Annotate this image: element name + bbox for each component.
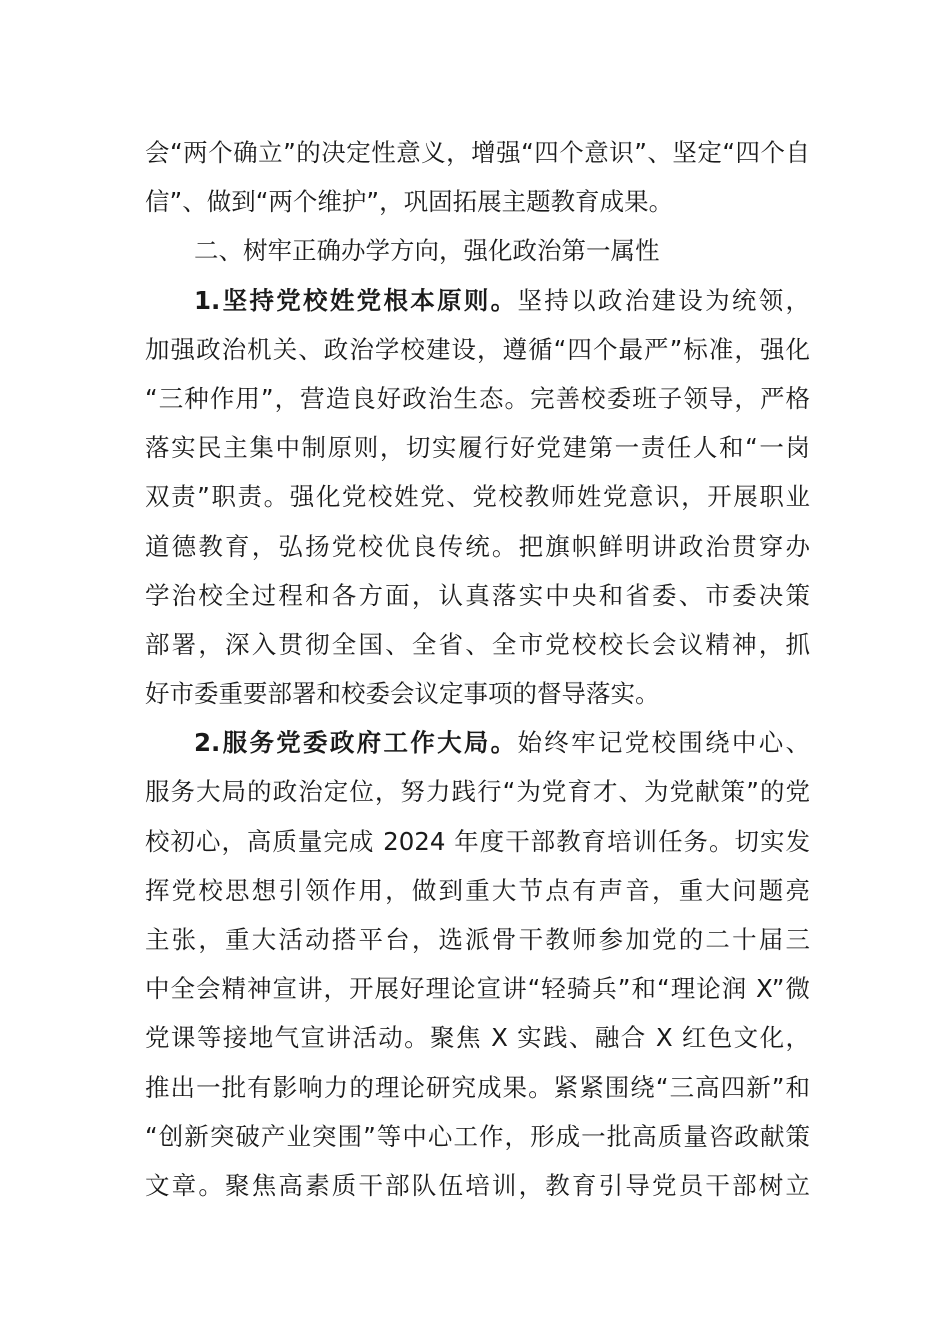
text-line: 道德教育，弘扬党校优良传统。把旗帜鲜明讲政治贯穿办 [145, 531, 810, 561]
paragraph-1 [145, 128, 810, 226]
text-line: 双责”职责。强化党校姓党、党校教师姓党意识，开展职业 [145, 482, 810, 512]
text-line: “创新突破产业突围”等中心工作，形成一批高质量咨政献策 [145, 1121, 810, 1151]
section-heading-text: 二、树牢正确办学方向，强化政治第一属性 [194, 236, 660, 266]
text-line: 党课等接地气宣讲活动。聚焦 X 实践、融合 X 红色文化， [145, 1023, 810, 1053]
text-line: 校初心，高质量完成 2024 年度干部教育培训任务。切实发 [145, 826, 810, 856]
text-line: 信”、做到“两个维护”，巩固拓展主题教育成果。 [145, 187, 674, 217]
text-line: 会“两个确立”的决定性意义，增强“四个意识”、坚定“四个自 [145, 138, 810, 167]
text-line-rest: 坚持以政治建设为统领， [517, 285, 811, 315]
document-page [145, 128, 810, 1210]
point-heading: 1.坚持党校姓党根本原则。 [194, 285, 518, 315]
text-line: 推出一批有影响力的理论研究成果。紧紧围绕“三高四新”和 [145, 1072, 810, 1102]
text-line-rest: 始终牢记党校围绕中心、 [517, 728, 811, 758]
text-line: 学治校全过程和各方面，认真落实中央和省委、市委决策 [145, 580, 810, 610]
text-line [145, 718, 810, 767]
paragraph-point-2 [145, 718, 810, 1210]
point-heading: 2.服务党委政府工作大局。 [194, 728, 518, 758]
text-line: 挥党校思想引领作用，做到重大节点有声音，重大问题亮 [145, 875, 810, 905]
text-line: 文章。聚焦高素质干部队伍培训，教育引导党员干部树立 [145, 1170, 810, 1200]
text-line: 中全会精神宣讲，开展好理论宣讲“轻骑兵”和“理论润 X”微 [145, 974, 810, 1004]
text-line: “三种作用”，营造良好政治生态。完善校委班子领导，严格 [145, 383, 810, 413]
text-line: 部署，深入贯彻全国、全省、全市党校校长会议精神，抓 [145, 629, 810, 659]
text-line: 落实民主集中制原则，切实履行好党建第一责任人和“一岗 [145, 433, 810, 463]
paragraph-point-1 [145, 276, 810, 719]
text-line: 好市委重要部署和校委会议定事项的督导落实。 [145, 679, 660, 709]
text-line: 主张，重大活动搭平台，选派骨干教师参加党的二十届三 [145, 925, 810, 954]
text-line [145, 276, 810, 325]
section-heading [145, 226, 810, 275]
text-line: 服务大局的政治定位，努力践行“为党育才、为党献策”的党 [145, 777, 810, 807]
text-line: 加强政治机关、政治学校建设，遵循“四个最严”标准，强化 [145, 334, 810, 364]
